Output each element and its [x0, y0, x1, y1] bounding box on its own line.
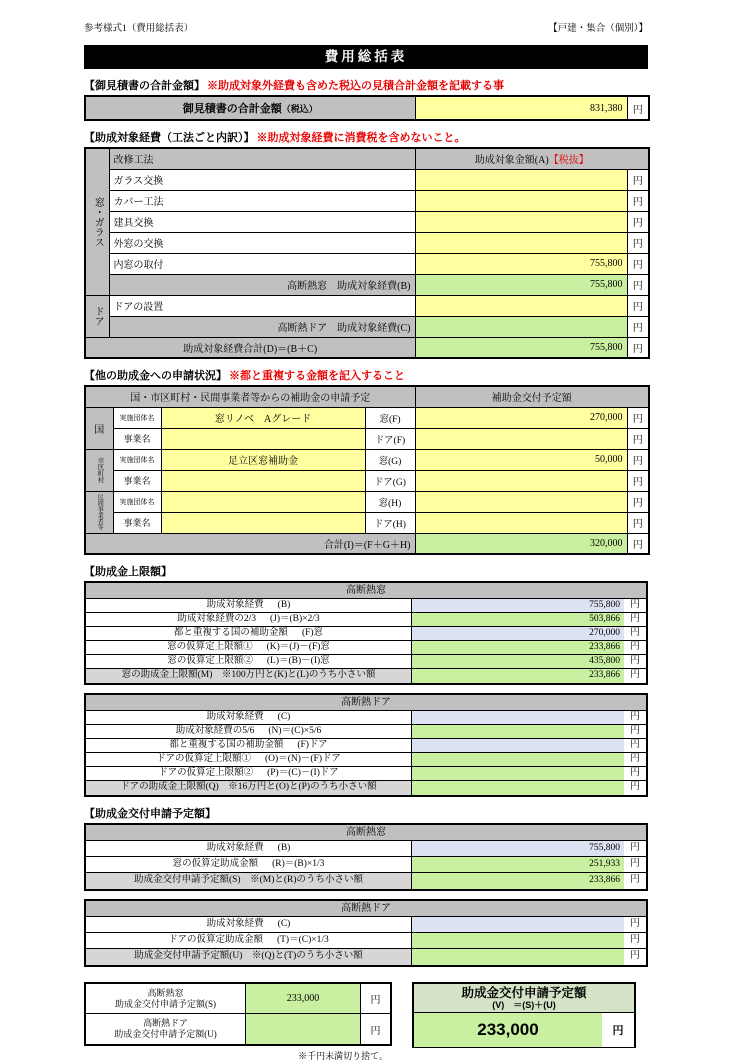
- door-subtotal-label: 高断熱ドア 助成対象経費(C): [109, 316, 415, 337]
- row-label: 助成対象経費: [206, 712, 264, 722]
- yen-unit: 円: [627, 96, 649, 120]
- yen-unit: 円: [627, 512, 649, 533]
- table-row: [86, 857, 646, 873]
- door-subtotal-row: [85, 316, 649, 337]
- other-subsidies-table: [84, 385, 650, 555]
- amount-value: [412, 725, 624, 738]
- table-row: [86, 767, 646, 781]
- yen-unit: 円: [627, 491, 649, 512]
- door-code-label: ドア(H): [365, 512, 415, 533]
- amount-header-tax-note: 【税抜】: [548, 155, 589, 167]
- estimate-label-cell: [85, 96, 415, 120]
- application-plan-header: 国・市区町村・民間事業者等からの補助金の申請予定: [85, 386, 415, 407]
- amount-value: [412, 753, 624, 766]
- grand-total-title: 助成金交付申請予定額: [461, 986, 587, 1000]
- amount-value: [412, 917, 624, 932]
- summary-door-label: [86, 1014, 246, 1044]
- summary-window-row: [86, 984, 390, 1014]
- other-subsidies-section-heading: [84, 369, 648, 383]
- row-label: 助成金交付申請予定額(U) ※(Q)と(T)のうち小さい額: [134, 951, 363, 961]
- yen-unit: 円: [624, 753, 646, 766]
- row-label: 助成対象経費の2/3: [177, 614, 256, 624]
- method-label: 外窓の交換: [109, 232, 415, 253]
- business-name-label: 事業名: [113, 428, 161, 449]
- amount-value: [412, 949, 624, 965]
- summary-window-label-line2: 助成金交付申請予定額(S): [114, 998, 216, 1009]
- estimate-heading-text: 【御見積書の合計金額】: [84, 80, 205, 92]
- other-subsidies-total-row: [85, 533, 649, 554]
- amount-header-text: 助成対象金額(A): [474, 155, 549, 167]
- eligible-costs-table: [84, 147, 650, 359]
- window-amount-input-cell[interactable]: 270,000: [415, 407, 627, 428]
- yen-unit: 円: [602, 1013, 634, 1047]
- row-label: 窓の助成金上限額(M) ※100万円と(K)と(L)のうち小さい額: [121, 670, 376, 680]
- amount-value: 755,800: [589, 843, 620, 853]
- planned-door-table: [84, 899, 648, 967]
- estimate-section-heading: [84, 79, 648, 93]
- eligible-costs-heading-text: 【助成対象経費（工法ごと内訳）】: [84, 132, 255, 144]
- row-formula: (O)＝(N)－(F)ドア: [265, 754, 341, 764]
- table-row: [85, 407, 649, 428]
- yen-unit: 円: [627, 407, 649, 428]
- row-formula: (C): [277, 712, 291, 722]
- business-name-label: 事業名: [113, 470, 161, 491]
- yen-unit: 円: [624, 873, 646, 889]
- table-row: [85, 449, 649, 470]
- row-formula: (B): [277, 843, 291, 853]
- org-name-label: 実施団体名: [113, 449, 161, 470]
- table-row: [85, 211, 649, 232]
- row-formula: (F)ドア: [297, 740, 328, 750]
- row-label: ドアの助成金上限額(Q) ※16万円と(O)と(P)のうち小さい額: [120, 782, 377, 792]
- grand-total-box: [412, 982, 636, 1048]
- summary-door-value: [246, 1014, 361, 1044]
- org-name-label: 実施団体名: [113, 407, 161, 428]
- method-label: カバー工法: [109, 190, 415, 211]
- limit-window-table: [84, 581, 648, 685]
- amount-value: 233,866: [589, 642, 620, 652]
- window-glass-group-cell: [85, 148, 109, 295]
- row-formula: (N)＝(C)×5/6: [268, 726, 322, 736]
- grand-total-value: 233,000: [414, 1013, 602, 1047]
- eligible-costs-total-label: 助成対象経費合計(D)＝(B＋C): [85, 337, 415, 358]
- door-subtotal-value: [415, 316, 627, 337]
- yen-unit: 円: [627, 253, 649, 274]
- yen-unit: 円: [627, 295, 649, 316]
- estimate-table: [84, 95, 650, 121]
- amount-column-header: [415, 148, 649, 169]
- row-label: 都と重複する国の補助金額: [169, 740, 284, 750]
- limit-door-table: [84, 693, 648, 797]
- yen-unit: 円: [627, 274, 649, 295]
- door-code-label: ドア(F): [365, 428, 415, 449]
- other-subsidies-heading-text: 【他の助成金への申請状況】: [84, 370, 227, 382]
- row-formula: (F)窓: [301, 628, 324, 638]
- planned-window-table: [84, 823, 648, 891]
- business-name-input-cell[interactable]: [161, 428, 365, 449]
- yen-unit: 円: [624, 933, 646, 948]
- estimate-label-sub: （税込）: [281, 104, 318, 114]
- yen-unit: 円: [627, 337, 649, 358]
- summary-door-label-line2: 助成金交付申請予定額(U): [114, 1029, 217, 1039]
- table-row: [85, 169, 649, 190]
- summary-window-label-line1: 高断熱窓: [147, 987, 184, 998]
- group-national-cell: 国: [85, 407, 113, 449]
- yen-unit: 円: [370, 995, 381, 1006]
- limit-section-heading: 【助成金上限額】: [84, 566, 172, 578]
- yen-unit: 円: [624, 599, 646, 612]
- yen-unit: 円: [627, 470, 649, 491]
- amount-value: [412, 711, 624, 724]
- yen-unit: 円: [627, 449, 649, 470]
- yen-unit: 円: [624, 627, 646, 640]
- yen-unit: 円: [624, 613, 646, 626]
- business-name-label: 事業名: [113, 512, 161, 533]
- row-label: 窓の仮算定助成金額: [172, 859, 259, 869]
- row-formula: (K)＝(J)－(F)窓: [266, 642, 330, 652]
- yen-unit: 円: [624, 711, 646, 724]
- table-row: [85, 232, 649, 253]
- row-formula: (B): [277, 600, 291, 610]
- org-name-input-cell[interactable]: 窓リノベ Aグレード: [161, 407, 365, 428]
- door-group-cell: [85, 295, 109, 337]
- row-formula: (C): [277, 919, 291, 929]
- eligible-costs-heading-note: ※助成対象経費に消費税を含めないこと。: [256, 132, 466, 144]
- yen-unit: 円: [624, 767, 646, 780]
- yen-unit: 円: [624, 917, 646, 932]
- table-row: [86, 725, 646, 739]
- amount-value: [412, 933, 624, 948]
- amount-value: [412, 767, 624, 780]
- summary-window-label: [86, 984, 246, 1013]
- table-row: [86, 933, 646, 949]
- amount-value: 233,866: [589, 670, 620, 680]
- table-row: [85, 491, 649, 512]
- table-row: [86, 627, 646, 641]
- yen-unit: 円: [370, 1025, 381, 1037]
- summary-section: [84, 982, 648, 1062]
- other-subsidies-total-value: 320,000: [415, 533, 627, 554]
- top-header: [84, 20, 648, 34]
- row-label: 窓の仮算定上限額②: [167, 656, 253, 666]
- group-private-label: 民間事業者等: [96, 494, 103, 530]
- subtable-title-door: 高断熱ドア: [86, 901, 646, 917]
- yen-unit: 円: [627, 316, 649, 337]
- other-subsidies-heading-note: ※都と重複する金額を記入すること: [229, 370, 405, 382]
- table-row: [85, 428, 649, 449]
- rounding-note: ※千円未満切り捨て。: [298, 1051, 388, 1061]
- yen-unit: 円: [624, 841, 646, 856]
- row-label: 都と重複する国の補助金額: [173, 628, 288, 638]
- row-label: 助成対象経費: [206, 919, 264, 929]
- amount-input-cell[interactable]: [415, 169, 627, 190]
- table-row: [85, 295, 649, 316]
- table-row: [85, 512, 649, 533]
- yen-unit: 円: [624, 949, 646, 965]
- window-code-label: 窓(F): [365, 407, 415, 428]
- amount-input-cell[interactable]: [415, 190, 627, 211]
- yen-unit: 円: [624, 669, 646, 683]
- amount-value: 233,866: [589, 875, 620, 885]
- subtable-title-door: 高断熱ドア: [86, 695, 646, 711]
- yen-unit: 円: [624, 739, 646, 752]
- window-subtotal-value: 755,800: [415, 274, 627, 295]
- org-name-input-cell[interactable]: 足立区窓補助金: [161, 449, 365, 470]
- document-title: 費用総括表: [84, 45, 648, 69]
- yen-unit: 円: [624, 641, 646, 654]
- door-limit-result-row: [86, 781, 646, 795]
- table-row: [86, 841, 646, 857]
- amount-value: 503,866: [589, 614, 620, 624]
- door-planned-result-row: [86, 949, 646, 965]
- method-label: ドアの設置: [109, 295, 415, 316]
- eligible-costs-section-heading: [84, 131, 648, 145]
- yen-unit: 円: [624, 655, 646, 668]
- group-municipality-label: 市区町村: [96, 457, 104, 483]
- cost-summary-sheet: [84, 20, 648, 1062]
- table-row: [86, 655, 646, 669]
- other-subsidies-header-row: [85, 386, 649, 407]
- group-private-cell: [85, 491, 113, 533]
- row-label: ドアの仮算定上限額①: [156, 754, 251, 764]
- yen-unit: 円: [627, 533, 649, 554]
- org-name-label: 実施団体名: [113, 491, 161, 512]
- amount-value: [412, 739, 624, 752]
- table-row: [86, 641, 646, 655]
- door-amount-input-cell[interactable]: [415, 428, 627, 449]
- eligible-costs-total-row: [85, 337, 649, 358]
- table-row: [86, 753, 646, 767]
- yen-unit: 円: [627, 169, 649, 190]
- row-label: ドアの仮算定助成金額: [168, 935, 263, 945]
- planned-section-heading: 【助成金交付申請予定額】: [84, 808, 216, 820]
- row-formula: (L)＝(B)－(I)窓: [266, 656, 330, 666]
- summary-table: [84, 982, 392, 1046]
- eligible-costs-total-value: 755,800: [415, 337, 627, 358]
- business-name-input-cell[interactable]: [161, 512, 365, 533]
- window-subtotal-label: 高断熱窓 助成対象経費(B): [109, 274, 415, 295]
- row-formula: (T)＝(C)×1/3: [276, 935, 329, 945]
- window-glass-group-label: 窓・ガラス: [92, 196, 104, 247]
- amount-input-cell[interactable]: [415, 295, 627, 316]
- yen-unit: 円: [627, 232, 649, 253]
- estimate-heading-note: ※助成対象外経費も含めた税込の見積合計金額を記載する事: [207, 80, 504, 92]
- door-group-label: ドア: [92, 306, 104, 326]
- window-amount-input-cell[interactable]: 50,000: [415, 449, 627, 470]
- amount-value: 435,800: [589, 656, 620, 666]
- yen-unit: 円: [624, 857, 646, 872]
- method-label: 内窓の取付: [109, 253, 415, 274]
- estimate-label: 御見積書の合計金額: [182, 103, 282, 115]
- table-row: [86, 739, 646, 753]
- amount-value: 270,000: [589, 628, 620, 638]
- window-code-label: 窓(G): [365, 449, 415, 470]
- window-amount-input-cell[interactable]: [415, 491, 627, 512]
- table-row: [85, 470, 649, 491]
- summary-door-row: [86, 1014, 390, 1044]
- group-municipality-cell: [85, 449, 113, 491]
- row-label: 助成金交付申請予定額(S) ※(M)と(R)のうち小さい額: [133, 875, 364, 885]
- other-subsidies-total-label: 合計(I)＝(F＋G＋H): [85, 533, 415, 554]
- estimate-amount-cell[interactable]: 831,380: [415, 96, 627, 120]
- yen-unit: 円: [627, 428, 649, 449]
- table-row: [86, 599, 646, 613]
- estimate-row: [85, 96, 649, 120]
- summary-window-value: 233,000: [246, 984, 361, 1013]
- grand-total-formula: (V) ＝(S)＋(U): [492, 1000, 556, 1010]
- row-label: 助成対象経費: [206, 600, 264, 610]
- yen-unit: 円: [624, 781, 646, 795]
- door-amount-input-cell[interactable]: [415, 470, 627, 491]
- grand-total-header: [414, 984, 634, 1013]
- table-row: [86, 917, 646, 933]
- subtable-title-window: 高断熱窓: [86, 825, 646, 841]
- amount-value: 251,933: [589, 859, 620, 869]
- org-name-input-cell[interactable]: [161, 491, 365, 512]
- amount-input-cell[interactable]: 755,800: [415, 253, 627, 274]
- amount-value: [412, 781, 624, 795]
- row-label: 窓の仮算定上限額①: [167, 642, 253, 652]
- business-name-input-cell[interactable]: [161, 470, 365, 491]
- window-code-label: 窓(H): [365, 491, 415, 512]
- eligible-costs-header-row: [85, 148, 649, 169]
- method-label: ガラス交換: [109, 169, 415, 190]
- form-reference: 参考様式1（費用総括表）: [84, 24, 194, 34]
- yen-unit: 円: [627, 211, 649, 232]
- subtable-title-window: 高断熱窓: [86, 583, 646, 599]
- amount-input-cell[interactable]: [415, 211, 627, 232]
- row-label: 助成対象経費の5/6: [175, 726, 255, 736]
- amount-input-cell[interactable]: [415, 232, 627, 253]
- door-code-label: ドア(G): [365, 470, 415, 491]
- door-amount-input-cell[interactable]: [415, 512, 627, 533]
- window-limit-result-row: [86, 669, 646, 683]
- row-formula: (J)＝(B)×2/3: [269, 614, 320, 624]
- table-row: [85, 190, 649, 211]
- grand-total-row: [414, 1013, 634, 1047]
- method-column-header: 改修工法: [109, 148, 415, 169]
- row-label: 助成対象経費: [206, 843, 264, 853]
- row-formula: (R)＝(B)×1/3: [272, 859, 325, 869]
- window-planned-result-row: [86, 873, 646, 889]
- method-label: 建具交換: [109, 211, 415, 232]
- planned-grant-header: 補助金交付予定額: [415, 386, 649, 407]
- row-label: ドアの仮算定上限額②: [158, 768, 254, 778]
- yen-unit: 円: [624, 725, 646, 738]
- summary-door-label-line1: 高断熱ドア: [143, 1018, 188, 1028]
- yen-unit: 円: [627, 190, 649, 211]
- amount-value: 755,800: [589, 600, 620, 610]
- table-row: [86, 711, 646, 725]
- building-type-label: 【戸建・集合（個別）】: [548, 24, 648, 34]
- row-formula: (P)＝(C)－(I)ドア: [267, 768, 339, 778]
- table-row: [86, 613, 646, 627]
- table-row: [85, 253, 649, 274]
- window-subtotal-row: [85, 274, 649, 295]
